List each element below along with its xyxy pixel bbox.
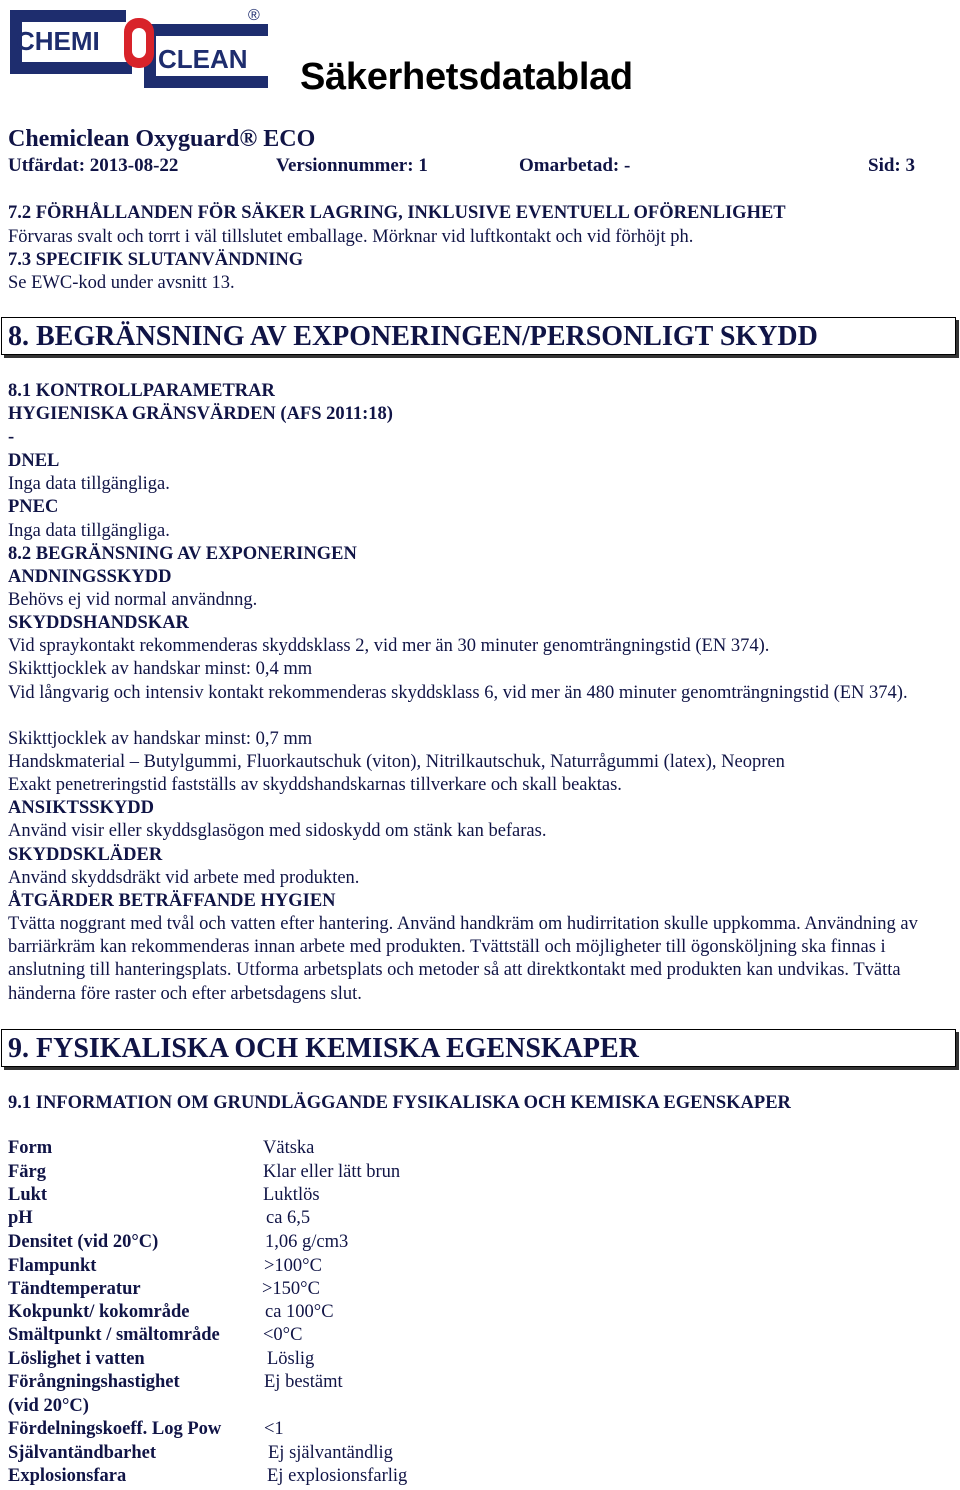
respiratory-text: Behövs ej vid normal användnng.: [8, 590, 258, 610]
property-label: Förångningshastighet: [8, 1372, 180, 1392]
section-8-header: [1, 317, 956, 355]
property-value: >150°C: [262, 1279, 320, 1299]
hygiene-measures-heading: ÅTGÄRDER BETRÄFFANDE HYGIEN: [8, 891, 336, 911]
gloves-heading: SKYDDSHANDSKAR: [8, 613, 189, 633]
version-number: Versionnummer: 1: [276, 155, 428, 176]
property-label: Självantändbarhet: [8, 1443, 157, 1463]
logo-registered-mark: ®: [248, 7, 260, 24]
property-label: Kokpunkt/ kokområde: [8, 1302, 190, 1322]
heading-7-3: 7.3 SPECIFIK SLUTANVÄNDNING: [8, 250, 304, 270]
property-label: (vid 20°C): [8, 1396, 89, 1416]
property-value: Löslig: [267, 1349, 315, 1369]
property-value: <0°C: [263, 1325, 303, 1345]
property-label: Explosionsfara: [8, 1466, 127, 1486]
property-label: Tändtemperatur: [8, 1279, 141, 1299]
property-value: ca 6,5: [266, 1208, 311, 1228]
product-name: Chemiclean Oxyguard® ECO: [8, 126, 316, 152]
gloves-text-3: Vid långvarig och intensiv kontakt rekommenderas skyddsklass 6, vid mer än 480 minuter genomträngningstid (EN 374).: [8, 683, 908, 703]
company-logo: [6, 4, 276, 94]
logo-text-clean: CLEAN: [158, 44, 248, 74]
property-value: ca 100°C: [265, 1302, 334, 1322]
hygiene-limits-dash: -: [8, 427, 15, 447]
property-label: Löslighet i vatten: [8, 1349, 145, 1369]
dnel-heading: DNEL: [8, 451, 60, 471]
property-label: pH: [8, 1208, 33, 1228]
property-label: Färg: [8, 1162, 47, 1182]
property-value: Ej självantändlig: [268, 1443, 393, 1463]
face-protection-text: Använd visir eller skyddsglasögon med sidoskydd om stänk kan befaras.: [8, 821, 547, 841]
revised-date: Omarbetad: -: [519, 155, 631, 176]
gloves-text-4: Skikttjocklek av handskar minst: 0,7 mm: [8, 729, 313, 749]
hygiene-limits-heading: HYGIENISKA GRÄNSVÄRDEN (AFS 2011:18): [8, 404, 393, 424]
clothing-heading: SKYDDSKLÄDER: [8, 845, 163, 865]
heading-8-1: 8.1 KONTROLLPARAMETRAR: [8, 381, 275, 401]
gloves-text-2: Skikttjocklek av handskar minst: 0,4 mm: [8, 659, 313, 679]
section-9-title: 9. FYSIKALISKA OCH KEMISKA EGENSKAPER: [8, 1033, 639, 1064]
property-label: Flampunkt: [8, 1256, 97, 1276]
property-label: Fördelningskoeff. Log Pow: [8, 1419, 222, 1439]
property-label: Densitet (vid 20°C): [8, 1232, 159, 1252]
heading-7-2: 7.2 FÖRHÅLLANDEN FÖR SÄKER LAGRING, INKLUSIVE EVENTUELL OFÖRENLIGHET: [8, 203, 786, 223]
property-value: Luktlös: [263, 1185, 320, 1205]
dnel-text: Inga data tillgängliga.: [8, 474, 170, 494]
logo-graphic: [6, 4, 276, 94]
property-label: Form: [8, 1138, 53, 1158]
face-protection-heading: ANSIKTSSKYDD: [8, 798, 154, 818]
section-9-header: [1, 1029, 956, 1067]
logo-text-chemi: CHEMI: [16, 26, 100, 56]
property-value: <1: [264, 1419, 284, 1439]
section-8-title: 8. BEGRÄNSNING AV EXPONERINGEN/PERSONLIGT SKYDD: [8, 321, 818, 352]
property-value: Ej bestämt: [264, 1372, 343, 1392]
page-number: Sid: 3: [868, 155, 915, 176]
property-value: Ej explosionsfarlig: [267, 1466, 408, 1486]
text-7-3: Se EWC-kod under avsnitt 13.: [8, 273, 235, 293]
clothing-text: Använd skyddsdräkt vid arbete med produkten.: [8, 868, 360, 888]
heading-9-1: 9.1 INFORMATION OM GRUNDLÄGGANDE FYSIKALISKA OCH KEMISKA EGENSKAPER: [8, 1093, 791, 1113]
property-label: Smältpunkt / smältområde: [8, 1325, 220, 1345]
respiratory-heading: ANDNINGSSKYDD: [8, 567, 172, 587]
gloves-text-6: Exakt penetreringstid fastställs av skyddshandskarnas tillverkare och skall beaktas.: [8, 775, 622, 795]
issued-date: Utfärdat: 2013-08-22: [8, 155, 179, 176]
heading-8-2: 8.2 BEGRÄNSNING AV EXPONERINGEN: [8, 544, 357, 564]
text-7-2: Förvaras svalt och torrt i väl tillslutet emballage. Mörknar vid luftkontakt och vid förhöjt ph.: [8, 227, 694, 247]
hygiene-measures-text: Tvätta noggrant med tvål och vatten efter hantering. Använd handkräm om hudirritation skulle uppkomma. Användning av barriärkräm kan rekommenderas innan arbete med produkten. Tvättställ och möjligheter till ögonsköljning ska finnas i anslutning till hanteringsplats. Utforma arbetsplats och metoder så att direktkontakt med produkten kan undvikas. Tvätta händerna före raster och efter arbetsdagens slut.: [8, 914, 918, 1004]
property-value: Vätska: [263, 1138, 315, 1158]
gloves-text-5: Handskmaterial – Butylgummi, Fluorkautschuk (viton), Nitrilkautschuk, Naturrågummi (latex), Neopren: [8, 752, 785, 772]
gloves-text-1: Vid spraykontakt rekommenderas skyddsklass 2, vid mer än 30 minuter genomträngningstid (EN 374).: [8, 636, 770, 656]
property-value: Klar eller lätt brun: [263, 1162, 401, 1182]
property-value: >100°C: [264, 1256, 322, 1276]
pnec-heading: PNEC: [8, 497, 59, 517]
document-title: Säkerhetsdatablad: [300, 56, 633, 98]
property-label: Lukt: [8, 1185, 48, 1205]
pnec-text: Inga data tillgängliga.: [8, 521, 170, 541]
property-value: 1,06 g/cm3: [265, 1232, 349, 1252]
